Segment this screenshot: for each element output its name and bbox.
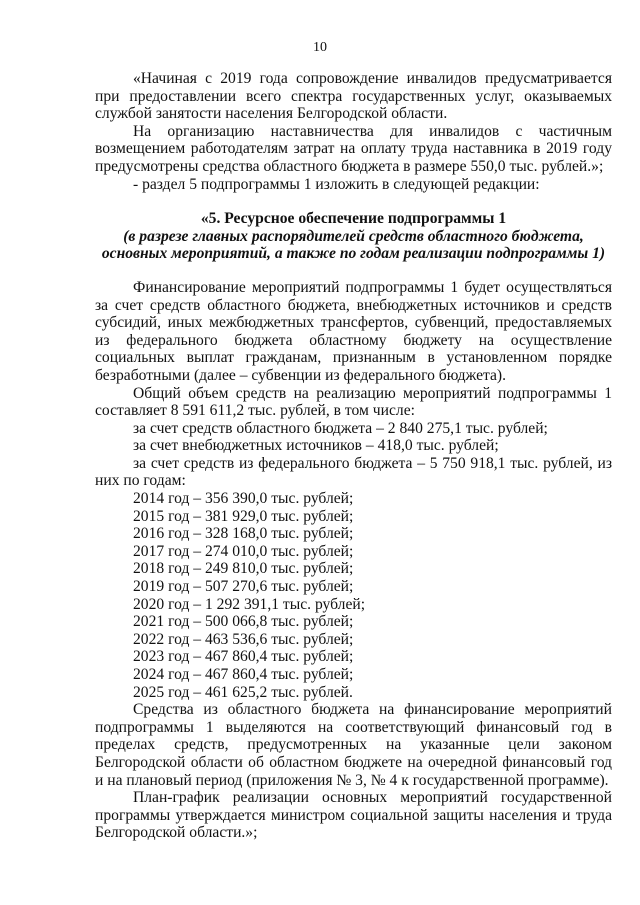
year-item: 2023 год – 467 860,4 тыс. рублей;	[133, 648, 354, 666]
financing-paragraph-1: Финансирование мероприятий подпрограммы 1 будет осуществляться за счет средств областного бюджета, внебюджетных источников и средств субсидий, иных межбюджетных трансфертов, субвенций, предоставляемых из федерального бюджета областному бюджету на осуществление социальных выплат гражданам, признанным в установленном порядке безработными (далее – субвенции из федерального бюджета).	[95, 278, 612, 384]
years-list	[95, 490, 612, 701]
section-heading-subtitle: (в разрезе главных распорядителей средств областного бюджета, основных мероприятий, а также по годам реализации подпрограммы 1)	[101, 227, 606, 263]
year-item: 2015 год – 381 929,0 тыс. рублей;	[133, 507, 354, 525]
year-item: 2021 год – 500 066,8 тыс. рублей;	[133, 613, 354, 631]
year-item: 2018 год – 249 810,0 тыс. рублей;	[133, 560, 354, 578]
year-item: 2024 год – 467 860,4 тыс. рублей;	[133, 666, 354, 683]
document-body	[95, 70, 612, 842]
financing-paragraph-4: План-график реализации основных мероприятий государственной программы утверждается министром социальной защиты населения и труда Белгородской области.»;	[95, 789, 612, 842]
financing-federal: за счет средств из федерального бюджета – 5 750 918,1 тыс. рублей, из них по годам:	[95, 454, 612, 490]
intro-paragraph-2: На организацию наставничества для инвалидов с частичным возмещением работодателям затрат на оплату труда наставника в 2019 году предусмотрены средства областного бюджета в размере 550,0 тыс. рублей.»;	[95, 122, 612, 175]
year-item: 2017 год – 274 010,0 тыс. рублей;	[133, 542, 354, 560]
year-item: 2019 год – 507 270,6 тыс. рублей;	[133, 578, 354, 596]
financing-regional: за счет средств областного бюджета – 2 840 275,1 тыс. рублей;	[133, 419, 548, 437]
intro-paragraph-3: - раздел 5 подпрограммы 1 изложить в следующей редакции:	[133, 175, 540, 193]
year-item: 2022 год – 463 536,6 тыс. рублей;	[133, 630, 354, 648]
page-number: 10	[313, 40, 327, 55]
year-item: 2020 год – 1 292 391,1 тыс. рублей;	[133, 595, 366, 613]
financing-paragraph-3: Средства из областного бюджета на финансирование мероприятий подпрограммы 1 выделяются на соответствующий финансовый год в пределах средств, предусмотренных на указанные цели законом Белгородской области об областном бюджете на очередной финансовый год и на плановый период (приложения № 3, № 4 к государственной программе).	[95, 701, 612, 789]
financing-extrabudget: за счет внебюджетных источников – 418,0 тыс. рублей;	[133, 437, 499, 455]
year-item: 2025 год – 461 625,2 тыс. рублей.	[133, 683, 353, 701]
financing-paragraph-2: Общий объем средств на реализацию мероприятий подпрограммы 1 составляет 8 591 611,2 тыс. рублей, в том числе:	[95, 384, 612, 420]
section-heading-title: «5. Ресурсное обеспечение подпрограммы 1	[200, 210, 507, 228]
year-item: 2016 год – 328 168,0 тыс. рублей;	[133, 525, 354, 543]
section-heading	[95, 210, 612, 263]
intro-paragraph-1: «Начиная с 2019 года сопровождение инвалидов предусматривается при предоставлении всего спектра государственных услуг, оказываемых службой занятости населения Белгородской области.	[95, 70, 612, 123]
year-item: 2014 год – 356 390,0 тыс. рублей;	[133, 490, 354, 508]
